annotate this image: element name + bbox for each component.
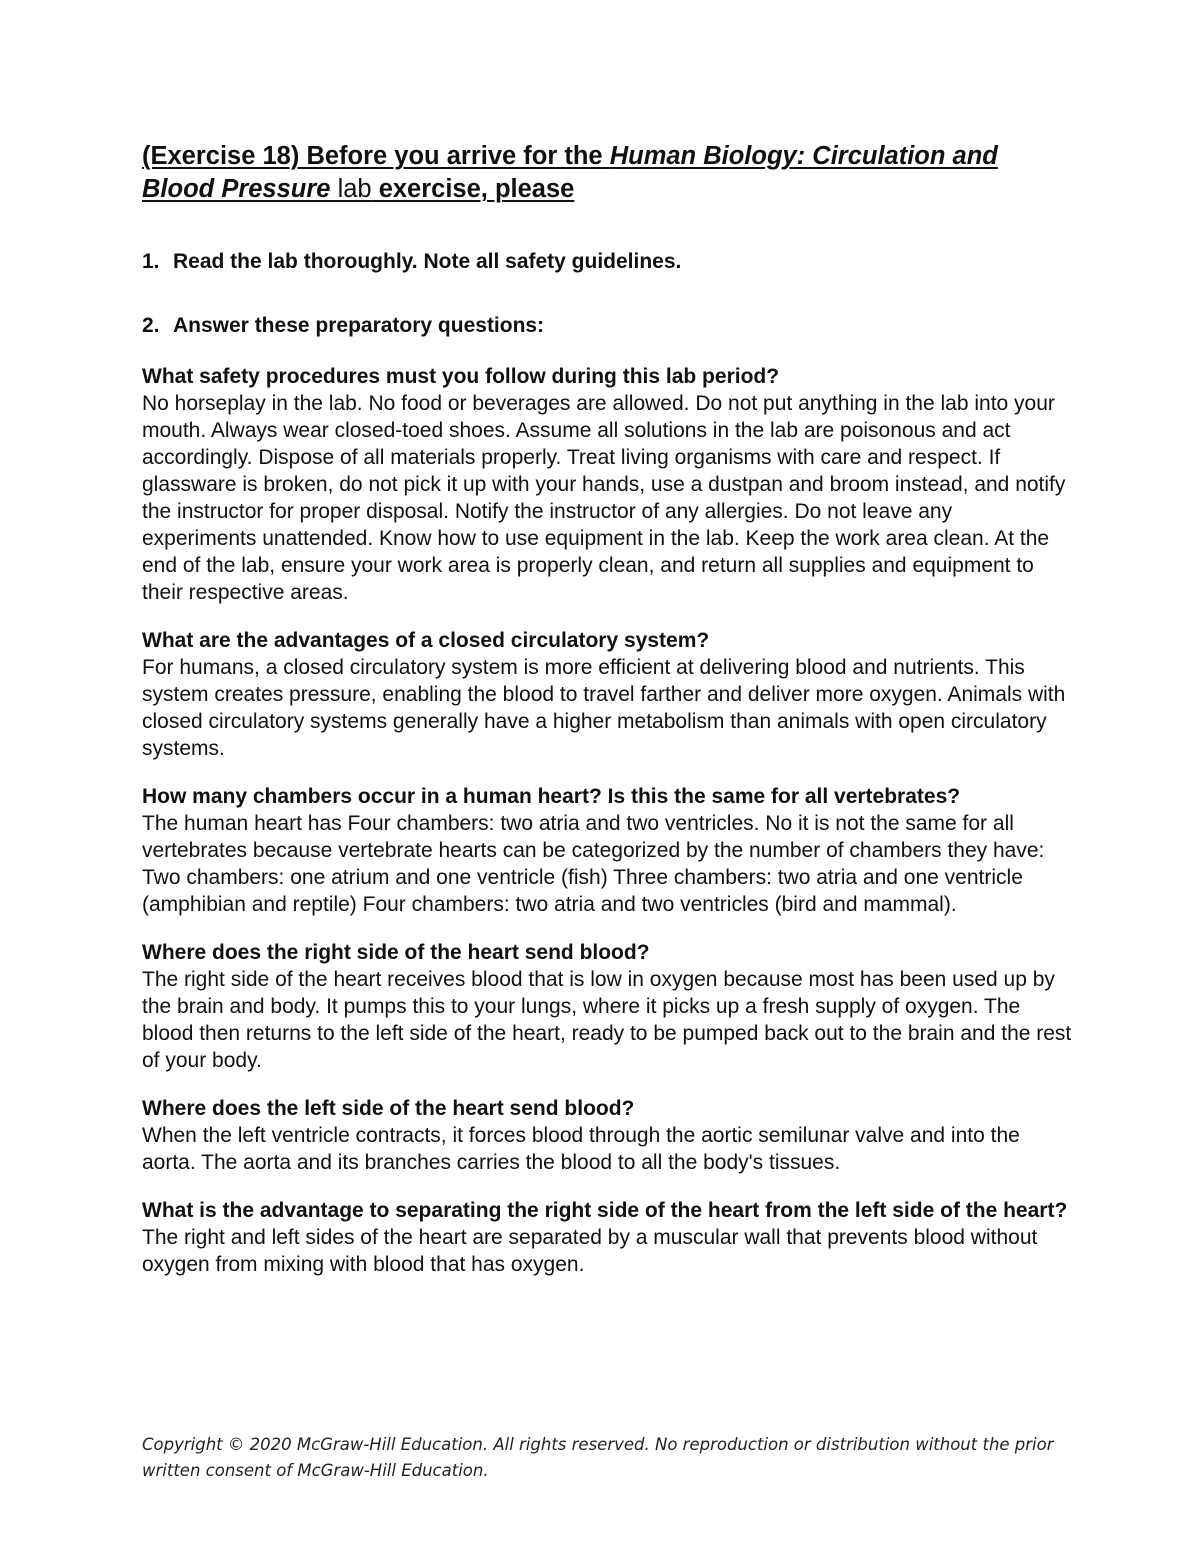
question-heading: Where does the left side of the heart send blood? [142,1097,635,1120]
step-text: Read the lab thoroughly. Note all safety guidelines. [173,250,682,273]
question-heading: What safety procedures must you follow during this lab period? [142,365,780,388]
title-part-3: exercise, please [371,175,575,203]
step-answer-questions [142,312,1072,339]
title-lab-name: Human Biology: Circulation and Blood Pressure [142,142,998,203]
step-number: 2. [142,314,160,337]
step-text: Answer these preparatory questions: [173,314,545,337]
qa-heart-chambers [142,783,1072,918]
title-part-2: lab [330,175,372,203]
question-heading: What are the advantages of a closed circulatory system? [142,629,710,652]
copyright-footer: Copyright © 2020 McGraw-Hill Education. All rights reserved. No reproduction or distribution without the prior written consent of McGraw-Hill Education. [142,1435,1054,1480]
step-number: 1. [142,250,160,273]
answer-text: When the left ventricle contracts, it forces blood through the aortic semilunar valve and into the aorta. The aorta and its branches carries the blood to all the body's tissues. [142,1124,1020,1174]
answer-text: The right side of the heart receives blood that is low in oxygen because most has been used up by the brain and body. It pumps this to your lungs, where it picks up a fresh supply of oxygen. The blood then returns to the left side of the heart, ready to be pumped back out to the brain and the rest of your body. [142,968,1072,1072]
answer-text: The human heart has Four chambers: two atria and two ventricles. No it is not the same for all vertebrates because vertebrate hearts can be categorized by the number of chambers they have: Two chambers: one atrium and one ventricle (fish) Three chambers: two atria and one ventricle (amphibian and reptile) Four chambers: two atria and two ventricles (bird and mammal). [142,812,1045,916]
question-heading: Where does the right side of the heart send blood? [142,941,650,964]
question-heading: How many chambers occur in a human heart? Is this the same for all vertebrates? [142,785,961,808]
answer-text: No horseplay in the lab. No food or beverages are allowed. Do not put anything in the lab into your mouth. Always wear closed-toed shoes. Assume all solutions in the lab are poisonous and act accordingly. Dispose of all materials properly. Treat living organisms with care and respect. If glassware is broken, do not pick it up with your hands, use a dustpan and broom instead, and notify the instructor for proper disposal. Notify the instructor of any allergies. Do not leave any experiments unattended. Know how to use equipment in the lab. Keep the work area clean. At the end of the lab, ensure your work area is properly clean, and return all supplies and equipment to their respective areas. [142,392,1066,604]
qa-left-side-heart [142,1095,1072,1176]
qa-safety-procedures [142,363,1072,606]
answer-text: For humans, a closed circulatory system is more efficient at delivering blood and nutrients. This system creates pressure, enabling the blood to travel farther and deliver more oxygen. Animals with closed circulatory systems generally have a higher metabolism than animals with open circulatory systems. [142,656,1066,760]
qa-closed-circulatory [142,627,1072,762]
document-page [142,140,1072,1299]
title-part-1: (Exercise 18) Before you arrive for the [142,142,610,170]
page-title [142,140,1072,206]
step-read-lab [142,248,1072,275]
qa-right-side-heart [142,939,1072,1074]
answer-text: The right and left sides of the heart are separated by a muscular wall that prevents blood without oxygen from mixing with blood that has oxygen. [142,1226,1038,1276]
qa-separating-heart-sides [142,1197,1072,1278]
question-heading: What is the advantage to separating the right side of the heart from the left side of the heart? [142,1199,1068,1222]
